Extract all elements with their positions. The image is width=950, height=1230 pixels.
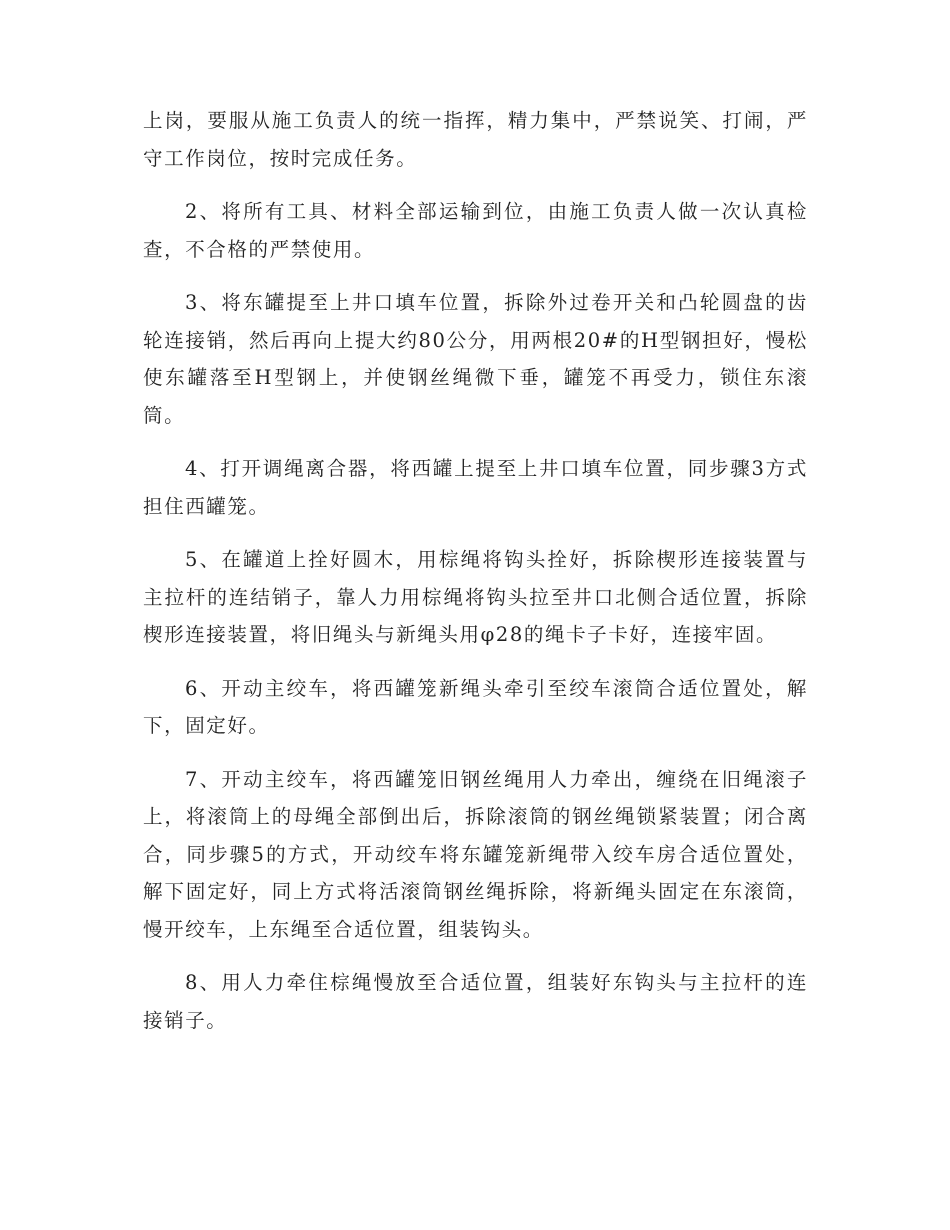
paragraph-step-2: 2、将所有工具、材料全部运输到位，由施工负责人做一次认真检查，不合格的严禁使用。 xyxy=(143,200,808,261)
paragraph-step-8: 8、用人力牵住棕绳慢放至合适位置，组装好东钩头与主拉杆的连接销子。 xyxy=(143,971,808,1032)
paragraph-step-4: 4、打开调绳离合器，将西罐上提至上井口填车位置，同步骤3方式担住西罐笼。 xyxy=(143,457,808,518)
document-body xyxy=(143,102,808,1055)
paragraph-step-7: 7、开动主绞车，将西罐笼旧钢丝绳用人力牵出，缠绕在旧绳滚子上，将滚筒上的母绳全部倒出后，拆除滚筒的钢丝绳锁紧装置；闭合离合，同步骤5的方式，开动绞车将东罐笼新绳带入绞车房合适位置处，解下固定好，同上方式将活滚筒钢丝绳拆除，将新绳头固定在东滚筒，慢开绞车，上东绳至合适位置，组装钩头。 xyxy=(143,767,808,941)
paragraph-step-5: 5、在罐道上拴好圆木，用棕绳将钩头拴好，拆除楔形连接装置与主拉杆的连结销子，靠人力用棕绳将钩头拉至井口北侧合适位置，拆除楔形连接装置，将旧绳头与新绳头用φ28的绳卡子卡好，连接牢固。 xyxy=(143,548,808,646)
paragraph-step-3: 3、将东罐提至上井口填车位置，拆除外过卷开关和凸轮圆盘的齿轮连接销，然后再向上提大约80公分，用两根20#的H型钢担好，慢松使东罐落至H型钢上，并使钢丝绳微下垂，罐笼不再受力，锁住东滚筒。 xyxy=(143,291,808,427)
paragraph-continuation: 上岗，要服从施工负责人的统一指挥，精力集中，严禁说笑、打闹，严守工作岗位，按时完成任务。 xyxy=(143,109,808,170)
paragraph-step-6: 6、开动主绞车，将西罐笼新绳头牵引至绞车滚筒合适位置处，解下，固定好。 xyxy=(143,676,808,737)
